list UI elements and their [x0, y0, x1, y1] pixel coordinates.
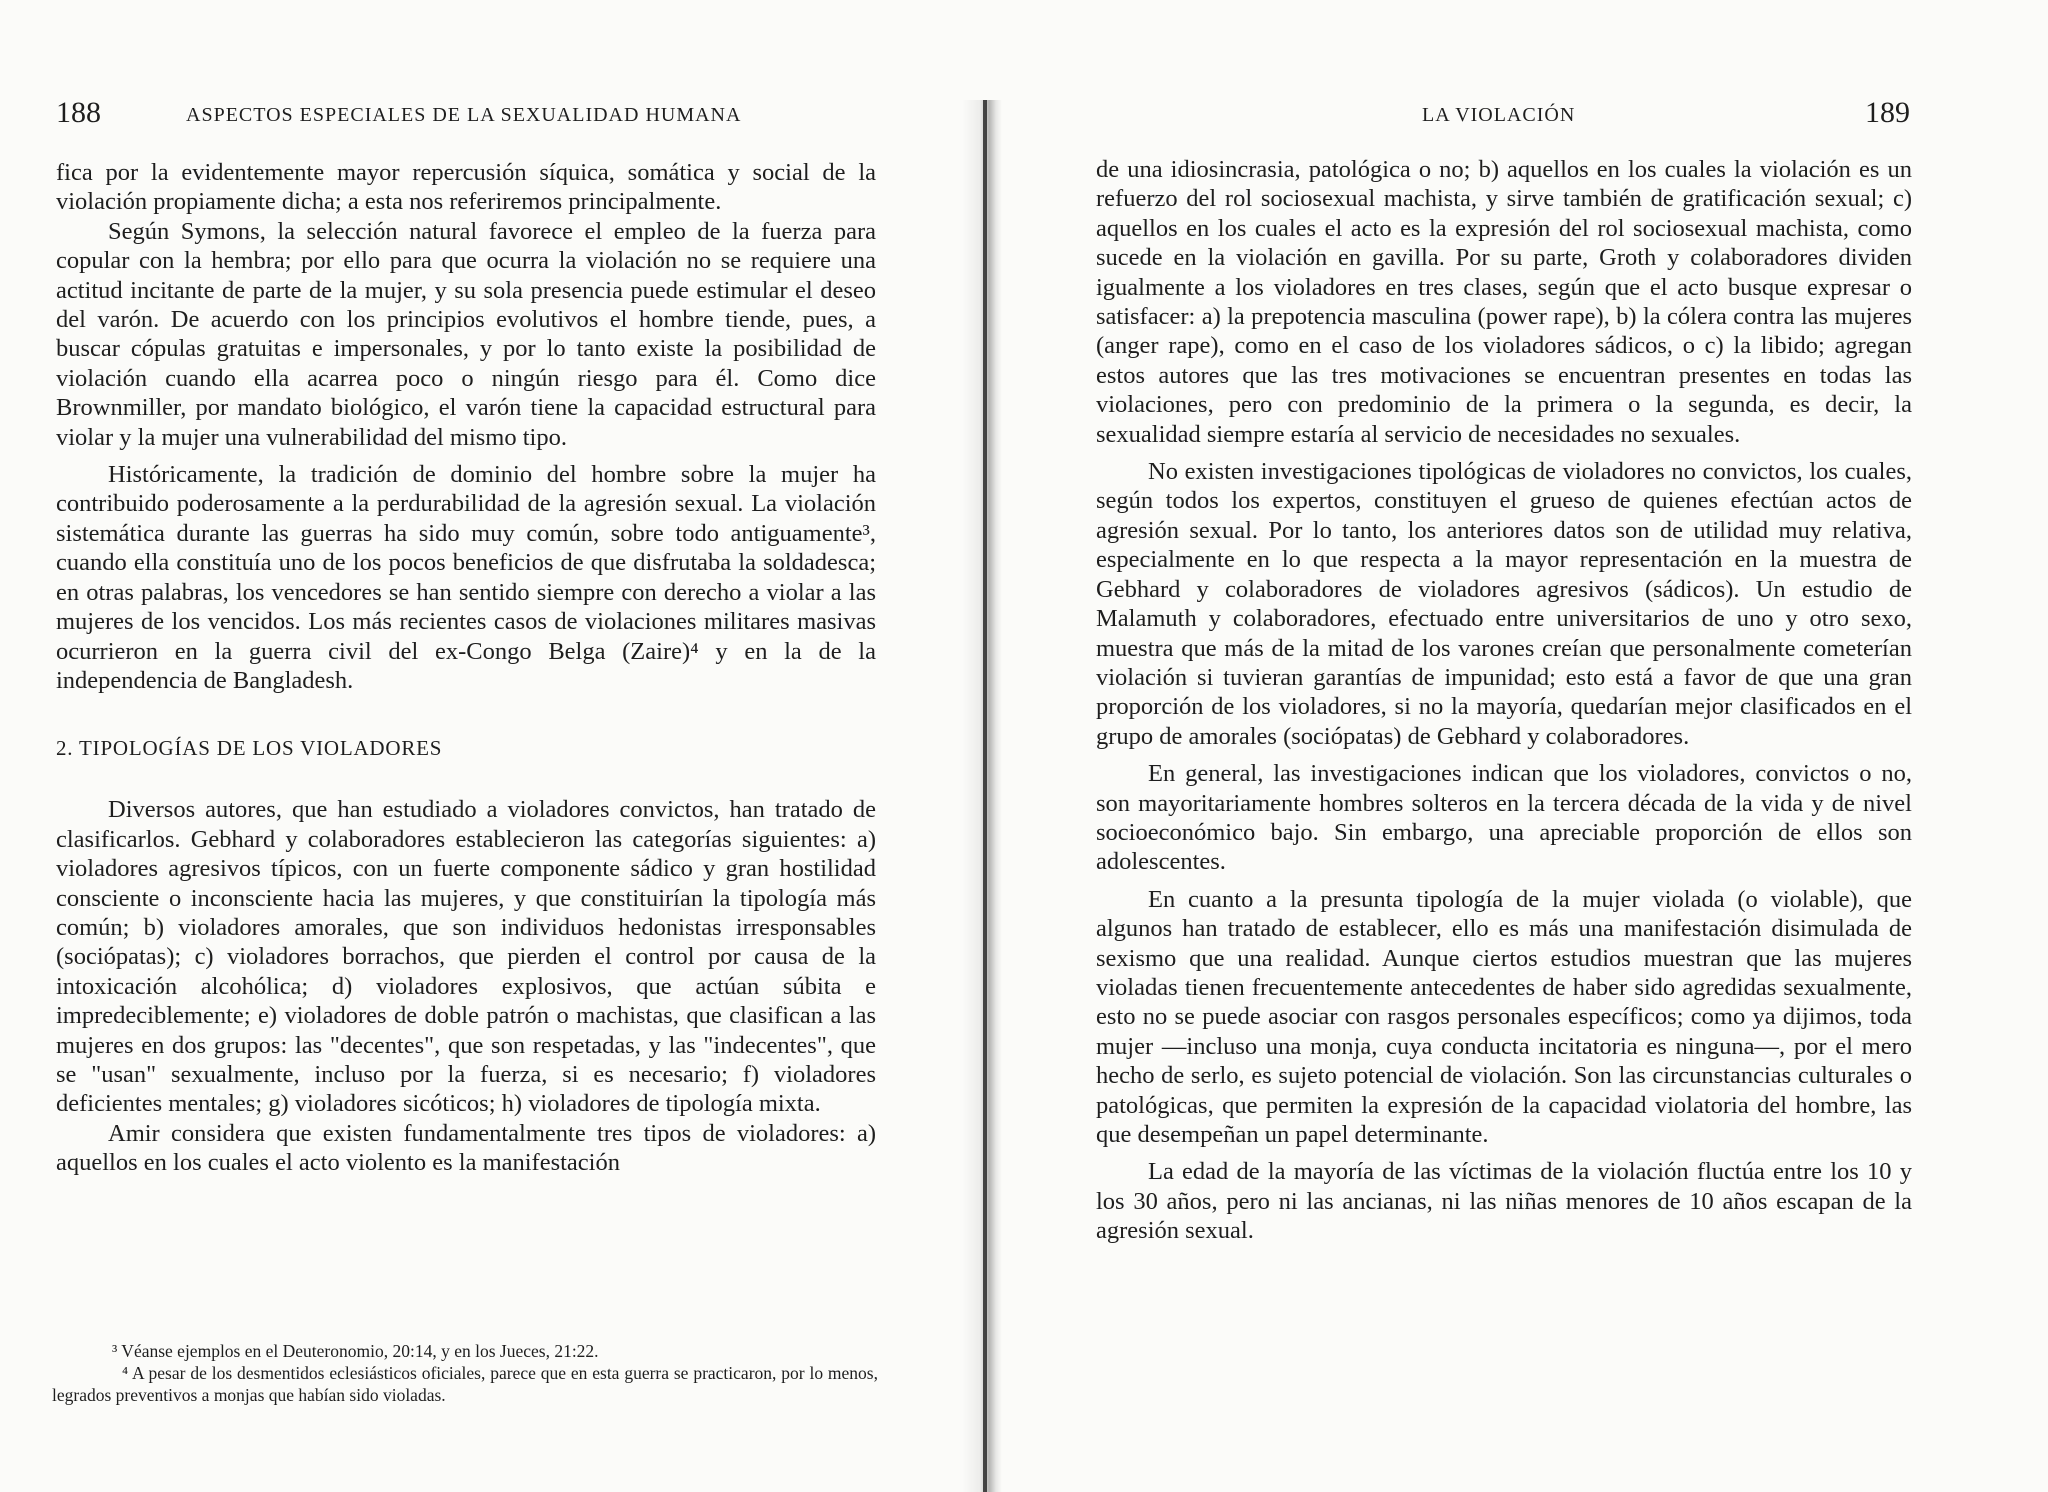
left-section-paragraph-1: Diversos autores, que han estudiado a violadores convictos, han tratado de clasificarlos. Gebhard y colaboradores establecieron las categorías siguientes: a) violadores agresivos típicos, con un fuerte componente sádico y gran hostilidad consciente o inconsciente hacia las mujeres, y que constituirían la tipología más común; b) violadores amorales, que son individuos hedonistas irresponsables (sociópatas); c) violadores borrachos, que pierden el control por causa de la intoxicación alcohólica; d) violadores explosivos, que actúan súbita e impredeciblemente; e) violadores de doble patrón o machistas, que clasifican a las mujeres en dos grupos: las "decentes", que son respetadas, y las "indecentes", que se "usan" sexualmente, incluso por la fuerza, si es necesario; f) violadores deficientes mentales; g) violadores sicóticos; h) violadores de tipología mixta.	[56, 796, 876, 1118]
footnote-4: ⁴ A pesar de los desmentidos eclesiásticos oficiales, parece que en esta guerra se practicaron, por lo menos, legrados preventivos a monjas que habían sido violadas.	[52, 1363, 878, 1405]
right-paragraph-2: No existen investigaciones tipológicas de violadores no convictos, los cuales, según todos los expertos, constituyen el grueso de quienes efectúan actos de agresión sexual. Por lo tanto, los anteriores datos son de utilidad muy relativa, especialmente en lo que respecta a la mayor representación en la muestra de Gebhard y colaboradores de violadores agresivos (sádicos). Un estudio de Malamuth y colaboradores, efectuado entre universitarios de uno y otro sexo, muestra que más de la mitad de los varones creían que personalmente cometerían violación si tuvieran garantías de impunidad; esto está a favor de que una gran proporción de los violadores, si no la mayoría, quedarían mejor clasificados en el grupo de amorales (sociópatas) de Gebhard y colaboradores.	[1096, 458, 1912, 750]
right-running-head-title: LA VIOLACIÓN	[1422, 104, 1576, 126]
book-gutter-line	[983, 100, 987, 1492]
right-page-number: 189	[1865, 96, 1910, 129]
footnotes	[52, 1340, 878, 1406]
left-page-number: 188	[56, 96, 101, 129]
left-paragraph-3: Históricamente, la tradición de dominio del hombre sobre la mujer ha contribuido poderosamente a la perdurabilidad de la agresión sexual. La violación sistemática durante las guerras ha sido muy común, sobre todo antiguamente³, cuando ella constituía uno de los pocos beneficios de que disfrutaba la soldadesca; en otras palabras, los vencedores se han sentido siempre con derecho a violar a las mujeres de los vencidos. Los más recientes casos de violaciones militares masivas ocurrieron en la guerra civil del ex-Congo Belga (Zaire)⁴ y en la de la independencia de Bangladesh.	[56, 461, 876, 694]
right-paragraph-4: En cuanto a la presunta tipología de la mujer violada (o violable), que algunos han tratado de establecer, ello es más una manifestación disimulada de sexismo que una realidad. Aunque ciertos estudios muestran que las mujeres violadas tienen frecuentemente antecedentes de haber sido agredidas sexualmente, esto no se puede asociar con rasgos personales específicos; como ya dijimos, toda mujer —incluso una monja, cuya conducta incitatoria es ninguna—, por el mero hecho de serlo, es sujeto potencial de violación. Son las circunstancias culturales o patológicas, que permiten la expresión de la capacidad violatoria del hombre, las que desempeñan un papel determinante.	[1096, 885, 1912, 1148]
left-section-paragraph-2: Amir considera que existen fundamentalmente tres tipos de violadores: a) aquellos en los cuales el acto violento es la manifestación	[56, 1119, 876, 1177]
left-page	[0, 0, 990, 1492]
left-text-block	[56, 158, 876, 1178]
right-running-head	[1092, 96, 1910, 136]
right-page	[990, 0, 2048, 1492]
section-heading: 2. TIPOLOGÍAS DE LOS VIOLADORES	[56, 736, 443, 761]
left-paragraph-1: fica por la evidentemente mayor repercusión síquica, somática y social de la violación propiamente dicha; a esta nos referiremos principalmente.	[56, 159, 876, 216]
right-text-block	[1096, 155, 1912, 1246]
right-paragraph-5: La edad de la mayoría de las víctimas de la violación fluctúa entre los 10 y los 30 años, pero ni las ancianas, ni las niñas menores de 10 años escapan de la agresión sexual.	[1096, 1158, 1912, 1245]
footnote-3: ³ Véanse ejemplos en el Deuteronomio, 20:14, y en los Jueces, 21:22.	[112, 1341, 599, 1361]
right-paragraph-3: En general, las investigaciones indican que los violadores, convictos o no, son mayoritariamente hombres solteros en la tercera década de la vida y de nivel socioeconómico bajo. Sin embargo, una apreciable proporción de ellos son adolescentes.	[1096, 760, 1912, 876]
left-running-head-title: ASPECTOS ESPECIALES DE LA SEXUALIDAD HUMANA	[186, 104, 742, 126]
left-running-head	[56, 96, 876, 136]
right-paragraph-1: de una idiosincrasia, patológica o no; b) aquellos en los cuales la violación es un refuerzo del rol sociosexual machista, y sirve también de gratificación sexual; c) aquellos en los cuales el acto es la expresión del rol sociosexual machista, como sucede en la violación en gavilla. Por su parte, Groth y colaboradores dividen igualmente a los violadores en tres clases, según que el acto busque expresar o satisfacer: a) la prepotencia masculina (power rape), b) la cólera contra las mujeres (anger rape), como en el caso de los violadores sádicos, o c) la libido; agregan estos autores que las tres motivaciones se encuentran presentes en todas las violaciones, pero con predominio de la primera o la segunda, es decir, la sexualidad siempre estaría al servicio de necesidades no sexuales.	[1096, 156, 1912, 448]
left-paragraph-2: Según Symons, la selección natural favorece el empleo de la fuerza para copular con la hembra; por ello para que ocurra la violación no se requiere una actitud incitante de parte de la mujer, y su sola presencia puede estimular el deseo del varón. De acuerdo con los principios evolutivos el hombre tiende, pues, a buscar cópulas gratuitas e impersonales, y por lo tanto existe la posibilidad de violación cuando ella acarrea poco o ningún riesgo para él. Como dice Brownmiller, por mandato biológico, el varón tiene la capacidad estructural para violar y la mujer una vulnerabilidad del mismo tipo.	[56, 217, 876, 451]
